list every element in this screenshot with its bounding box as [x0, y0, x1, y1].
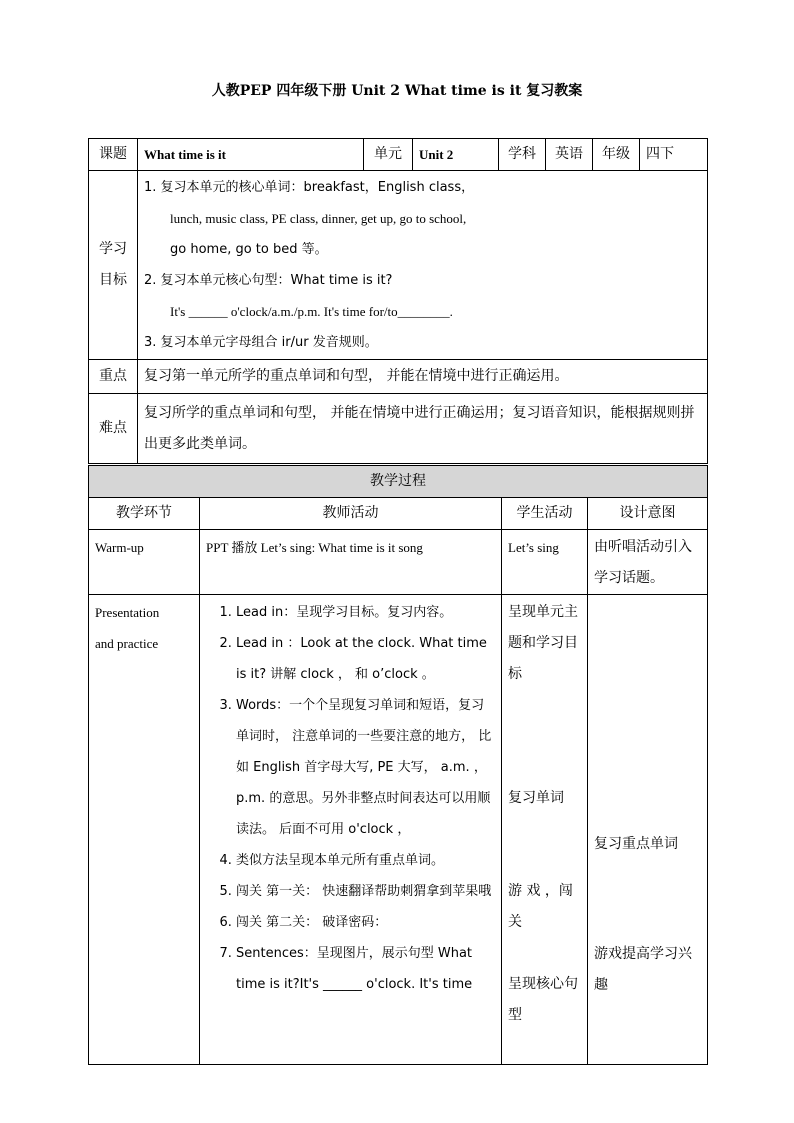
- student-activity-3: 游 戏 ，闯关: [508, 883, 573, 930]
- info-row-goals: [89, 171, 708, 360]
- goals-label: [89, 171, 138, 360]
- col-stage: 教学环节: [89, 498, 200, 530]
- presentation-row: [89, 595, 708, 1065]
- step-item: 6. 闯关 第二关： 破译密码：: [236, 907, 495, 938]
- goal-line: 3. 复习本单元字母组合 ir/ur 发音规则。: [144, 335, 378, 350]
- step-item: 4. 类似方法呈现本单元所有重点单词。: [236, 845, 495, 876]
- process-header: 教学过程: [89, 466, 708, 498]
- warmup-student: Let’s sing: [502, 530, 588, 595]
- difficulty-value: 复习所学的重点单词和句型， 并能在情境中进行正确运用；复习语音知识，能根据规则拼出更多此类单词。: [138, 394, 708, 464]
- topic-label: 课题: [89, 139, 138, 171]
- step-item: 7. Sentences：呈现图片，展示句型 What time is it?It's ______ o'clock. It's time: [236, 938, 495, 1000]
- unit-label: 单元: [364, 139, 413, 171]
- step-item: 2. Lead in ：Look at the clock. What time is it? 讲解 clock ， 和 o’clock 。: [236, 628, 495, 690]
- goal-line: lunch, music class, PE class, dinner, get up, go to school,: [170, 211, 467, 226]
- document-title: 人教PEP 四年级下册 Unit 2 What time is it 复习教案: [211, 83, 583, 99]
- info-table: [88, 138, 708, 464]
- col-design: 设计意图: [588, 498, 708, 530]
- step-item: 5. 闯关 第一关： 快速翻译帮助刺猬拿到苹果哦: [236, 876, 495, 907]
- goals-content: [138, 171, 708, 360]
- unit-value: Unit 2: [413, 139, 499, 171]
- warmup-design: 由听唱活动引入学习话题。: [588, 530, 708, 595]
- key-value: 复习第一单元所学的重点单词和句型， 并能在情境中进行正确运用。: [138, 360, 708, 394]
- process-table: [88, 465, 708, 1065]
- goal-line: 1. 复习本单元的核心单词：breakfast，English class，: [144, 180, 475, 195]
- key-label: 重点: [89, 360, 138, 394]
- info-row-topic: [89, 139, 708, 171]
- warmup-row: [89, 530, 708, 595]
- design-intent-2: 游戏提高学习兴趣: [594, 946, 692, 993]
- warmup-teacher: PPT 播放 Let’s sing: What time is it song: [200, 530, 502, 595]
- goal-line: go home, go to bed 等。: [170, 242, 328, 257]
- difficulty-label: 难点: [89, 394, 138, 464]
- info-row-difficulty: [89, 394, 708, 464]
- grade-value: 四下: [640, 139, 708, 171]
- step-item: 1. Lead in：呈现学习目标。复习内容。: [236, 597, 495, 628]
- warmup-stage: Warm-up: [89, 530, 200, 595]
- presentation-stage-line-1: Presentation: [95, 605, 160, 620]
- presentation-stage-line-2: and practice: [95, 636, 159, 651]
- info-row-key: [89, 360, 708, 394]
- col-student: 学生活动: [502, 498, 588, 530]
- student-activity-4: 呈现核心句型: [508, 976, 578, 1023]
- presentation-student: [502, 595, 588, 1065]
- presentation-stage: [89, 595, 200, 1065]
- presentation-design: [588, 595, 708, 1065]
- process-columns-row: [89, 498, 708, 530]
- subject-value: 英语: [546, 139, 593, 171]
- process-header-row: [89, 466, 708, 498]
- goal-line: 2. 复习本单元核心句型：What time is it?: [144, 273, 393, 288]
- goals-label-line-1: 学习: [99, 241, 127, 257]
- student-activity-2: 复习单词: [508, 790, 564, 806]
- presentation-teacher: [200, 595, 502, 1065]
- col-teacher: 教师活动: [200, 498, 502, 530]
- topic-value: What time is it: [138, 139, 364, 171]
- goals-label-line-2: 目标: [99, 272, 127, 288]
- goal-line: It's ______ o'clock/a.m./p.m. It's time for/to________.: [170, 304, 453, 319]
- subject-label: 学科: [499, 139, 546, 171]
- grade-label: 年级: [593, 139, 640, 171]
- step-item: 3. Words：一个个呈现复习单词和短语，复习单词时， 注意单词的一些要注意的地方， 比如 English 首字母大写, PE 大写， a.m. ， p.m. 的意思。另外非整点时间表达可以用顺读法。 后面不可用 o'clock ，: [236, 690, 495, 845]
- design-intent-1: 复习重点单词: [594, 836, 678, 852]
- student-activity-1: 呈现单元主题和学习目标: [508, 604, 578, 682]
